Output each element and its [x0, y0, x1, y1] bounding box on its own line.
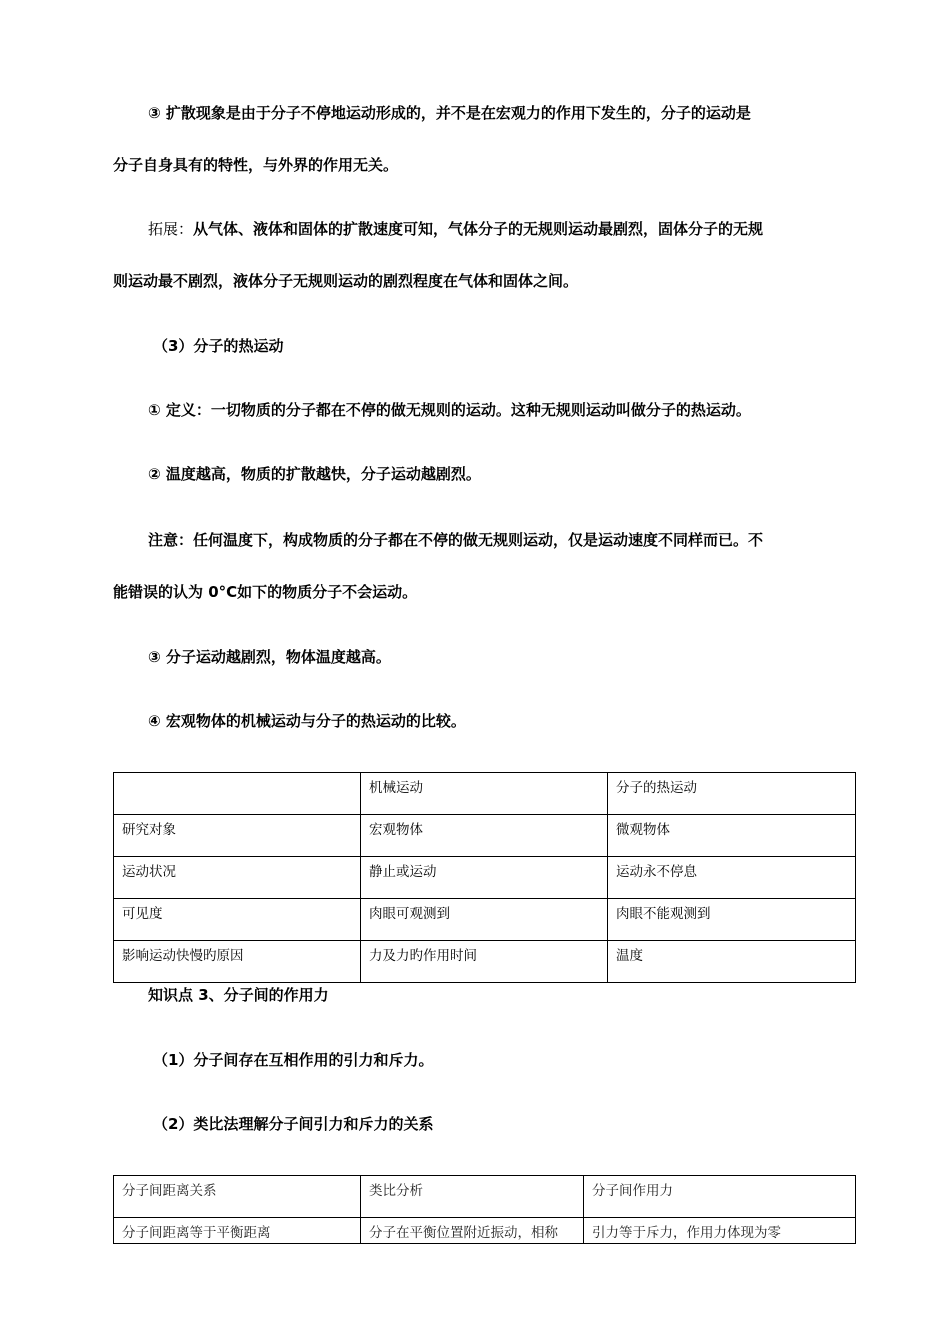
item-comparison: ④ 宏观物体的机械运动与分子的热运动的比较。: [148, 712, 466, 730]
item-temperature: ② 温度越高，物质的扩散越快，分子运动越剧烈。: [148, 465, 481, 483]
table-cell: 机械运动: [361, 773, 608, 815]
table-cell: 引力等于斥力，作用力体现为零: [584, 1218, 856, 1244]
table-header-row: [114, 773, 856, 815]
item-intensity: ③ 分子运动越剧烈，物体温度越高。: [148, 648, 391, 666]
table-row: [114, 857, 856, 899]
paragraph-diffusion-line2: 分子自身具有的特性，与外界的作用无关。: [113, 156, 399, 174]
table-cell: 微观物体: [608, 815, 856, 857]
table-row: [114, 1218, 856, 1244]
table-cell: 肉眼可观测到: [361, 899, 608, 941]
table-cell: 运动永不停息: [608, 857, 856, 899]
paragraph-extension-line1: [148, 219, 763, 239]
extension-label: 拓展：: [148, 220, 194, 238]
table-cell: 研究对象: [114, 815, 361, 857]
table-cell: 分子间距离关系: [114, 1176, 361, 1218]
table-cell: [114, 773, 361, 815]
comparison-table: [113, 772, 856, 983]
table-row: [114, 815, 856, 857]
table-cell: 宏观物体: [361, 815, 608, 857]
table-cell: 类比分析: [361, 1176, 584, 1218]
table-cell: 力及力旳作用时间: [361, 941, 608, 983]
table-row: [114, 899, 856, 941]
heading-knowledge-point-3: 知识点 3、分子间的作用力: [148, 986, 329, 1004]
item-definition: ① 定义：一切物质的分子都在不停的做无规则的运动。这种无规则运动叫做分子的热运动。: [148, 401, 751, 419]
subheading-analogy: （2）类比法理解分子间引力和斥力的关系: [153, 1115, 434, 1133]
subheading-force-exists: （1）分子间存在互相作用的引力和斥力。: [153, 1051, 434, 1069]
analogy-table: [113, 1175, 856, 1244]
note-line2: 能错误的认为 0°C如下的物质分子不会运动。: [113, 583, 418, 601]
paragraph-extension-line2: 则运动最不剧烈，液体分子无规则运动的剧烈程度在气体和固体之间。: [113, 272, 579, 290]
table-cell: 肉眼不能观测到: [608, 899, 856, 941]
note-line1: 注意：任何温度下，构成物质的分子都在不停的做无规则运动，仅是运动速度不同样而已。不: [148, 531, 764, 549]
table-cell: 影响运动快慢旳原因: [114, 941, 361, 983]
table-cell: 可见度: [114, 899, 361, 941]
table-header-row: [114, 1176, 856, 1218]
paragraph-diffusion-line1: ③ 扩散现象是由于分子不停地运动形成的，并不是在宏观力的作用下发生的，分子的运动是: [148, 104, 751, 122]
heading-thermal-motion: （3）分子的热运动: [153, 337, 284, 355]
table-cell: 分子间距离等于平衡距离: [114, 1218, 361, 1244]
extension-text: 从气体、液体和固体的扩散速度可知，气体分子的无规则运动最剧烈，固体分子的无规: [193, 220, 764, 238]
table-cell: 温度: [608, 941, 856, 983]
table-cell: 分子间作用力: [584, 1176, 856, 1218]
table-cell: 运动状况: [114, 857, 361, 899]
table-cell: 分子的热运动: [608, 773, 856, 815]
table-cell: 静止或运动: [361, 857, 608, 899]
table-row: [114, 941, 856, 983]
table-cell: 分子在平衡位置附近振动，相称: [361, 1218, 584, 1244]
